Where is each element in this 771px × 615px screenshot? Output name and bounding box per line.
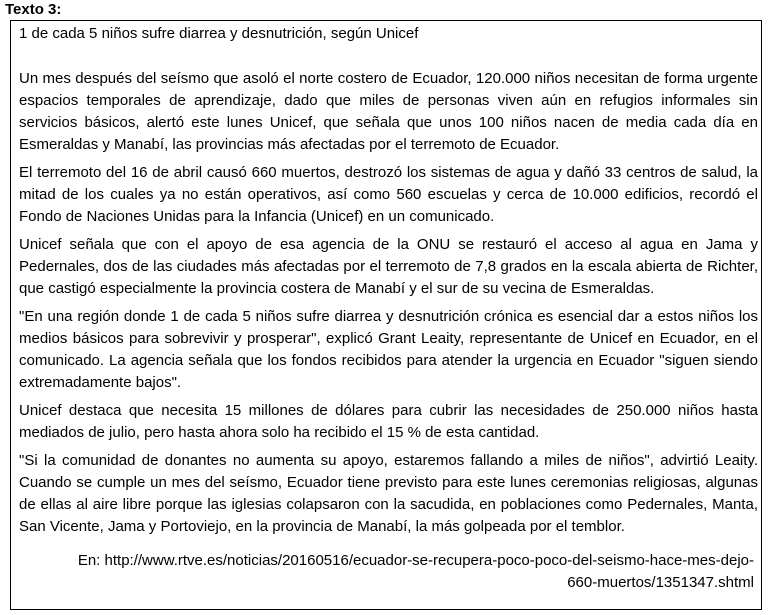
article-paragraph-1: Un mes después del seísmo que asoló el norte costero de Ecuador, 120.000 niños necesitan de forma urgente espacios temporales de aprendizaje, dado que miles de personas viven aún en refugios informales sin servicios básicos, alertó este lunes Unicef, que señala que unos 100 niños nacen de media cada día en Esmeraldas y Manabí, las provincias más afectadas por el terremoto de Ecuador. [19, 70, 758, 153]
article-paragraph-3: Unicef señala que con el apoyo de esa agencia de la ONU se restauró el acceso al agua en Jama y Pedernales, dos de las ciudades más afectadas por el terremoto de 7,8 grados en la escala abierta de Richter, que castigó especialmente la provincia costera de Manabí y el sur de su vecina de Esmeraldas. [19, 236, 758, 297]
text-label: Texto 3: [5, 1, 62, 18]
article-source [19, 550, 758, 594]
article-paragraph-6: "Si la comunidad de donantes no aumenta su apoyo, estaremos fallando a miles de niños", advirtió Leaity. Cuando se cumple un mes del seísmo, Ecuador tiene previsto para este lunes ceremonias religiosas, algunas de ellas al aire libre porque las iglesias colapsaron con la sacudida, en poblaciones como Pedernales, Manta, San Vicente, Jama y Portoviejo, en la provincia de Manabí, la más golpeada por el temblor. [19, 452, 758, 535]
article-headline: 1 de cada 5 niños sufre diarrea y desnutrición, según Unicef [19, 25, 419, 42]
article-body [19, 21, 758, 609]
article-box [10, 20, 762, 610]
article-paragraph-5: Unicef destaca que necesita 15 millones de dólares para cubrir las necesidades de 250.000 niños hasta mediados de julio, pero hasta ahora solo ha recibido el 15 % de esta cantidad. [19, 402, 758, 441]
source-url-line-2: 660-muertos/1351347.shtml [567, 574, 754, 591]
article-paragraph-4: "En una región donde 1 de cada 5 niños sufre diarrea y desnutrición crónica es esencial dar a estos niños los medios básicos para sobrevivir y prosperar", explicó Grant Leaity, representante de Unicef en Ecuador, en el comunicado. La agencia señala que los fondos recibidos para atender la urgencia en Ecuador "siguen siendo extremadamente bajos". [19, 308, 758, 391]
source-url-line-1: En: http://www.rtve.es/noticias/20160516/ecuador-se-recupera-poco-poco-del-seismo-hace-mes-dejo- [77, 552, 754, 569]
article-paragraph-2: El terremoto del 16 de abril causó 660 muertos, destrozó los sistemas de agua y dañó 33 centros de salud, la mitad de los cuales ya no están operativos, así como 560 escuelas y cerca de 10.000 edificios, recordó el Fondo de Naciones Unidas para la Infancia (Unicef) en un comunicado. [19, 164, 758, 225]
